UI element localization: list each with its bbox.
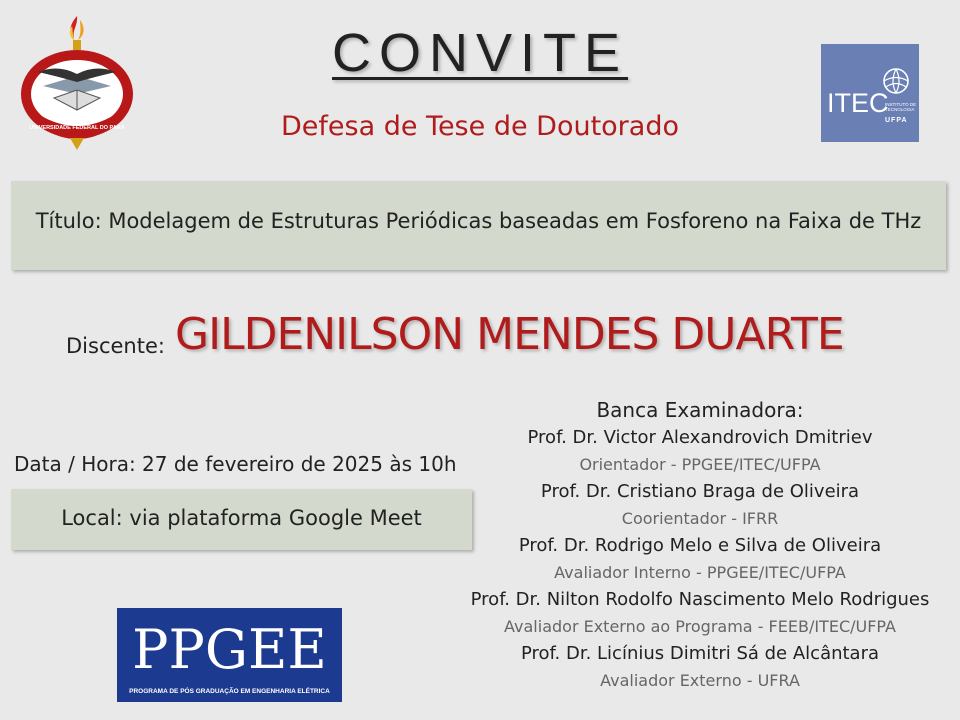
committee-heading: Banca Examinadora: xyxy=(596,398,804,422)
itec-logo-subtext: INSTITUTO DE TECNOLOGIA xyxy=(885,102,917,112)
committee-member-name: Prof. Dr. Licínius Dimitri Sá de Alcântara xyxy=(520,643,880,664)
committee-member-role: Coorientador - IFRR xyxy=(621,509,779,528)
committee-member-role: Avaliador Interno - PPGEE/ITEC/UFPA xyxy=(554,563,846,582)
ppgee-logo-subtext: PROGRAMA DE PÓS GRADUAÇÃO EM ENGENHARIA ELÉTRICA xyxy=(129,688,330,695)
committee-member-name: Prof. Dr. Nilton Rodolfo Nascimento Melo Rodrigues xyxy=(470,589,930,610)
committee-member-role: Orientador - PPGEE/ITEC/UFPA xyxy=(579,455,821,474)
thesis-title-box xyxy=(11,181,946,270)
location-text: Local: via plataforma Google Meet xyxy=(61,506,422,530)
page-title: CONVITE xyxy=(331,23,629,83)
page-subtitle: Defesa de Tese de Doutorado xyxy=(281,111,679,142)
date-time: Data / Hora: 27 de fevereiro de 2025 às 10h xyxy=(14,452,457,476)
ppgee-logo-icon xyxy=(117,608,342,702)
committee-section xyxy=(440,396,960,694)
thesis-title: Título: Modelagem de Estruturas Periódicas baseadas em Fosforeno na Faixa de THz xyxy=(35,209,922,233)
committee-member-name: Prof. Dr. Rodrigo Melo e Silva de Oliveira xyxy=(518,535,882,556)
committee-member-name: Prof. Dr. Victor Alexandrovich Dmitriev xyxy=(527,427,873,448)
committee-member-name: Prof. Dr. Cristiano Braga de Oliveira xyxy=(540,481,860,502)
itec-logo-ufpa: UFPA xyxy=(885,117,908,124)
itec-logo-icon xyxy=(821,44,919,142)
ppgee-logo-text: PPGEE xyxy=(132,618,327,681)
committee-member-role: Avaliador Externo - UFRA xyxy=(600,671,800,690)
committee-member-role: Avaliador Externo ao Programa - FEEB/ITEC/UFPA xyxy=(504,617,896,636)
location-box xyxy=(11,489,472,550)
student-label: Discente: xyxy=(66,334,165,358)
ufpa-seal-text: UNIVERSIDADE FEDERAL DO PARÁ xyxy=(29,125,125,131)
itec-logo-text: ITEC xyxy=(827,88,889,118)
student-name: GILDENILSON MENDES DUARTE xyxy=(175,309,844,360)
